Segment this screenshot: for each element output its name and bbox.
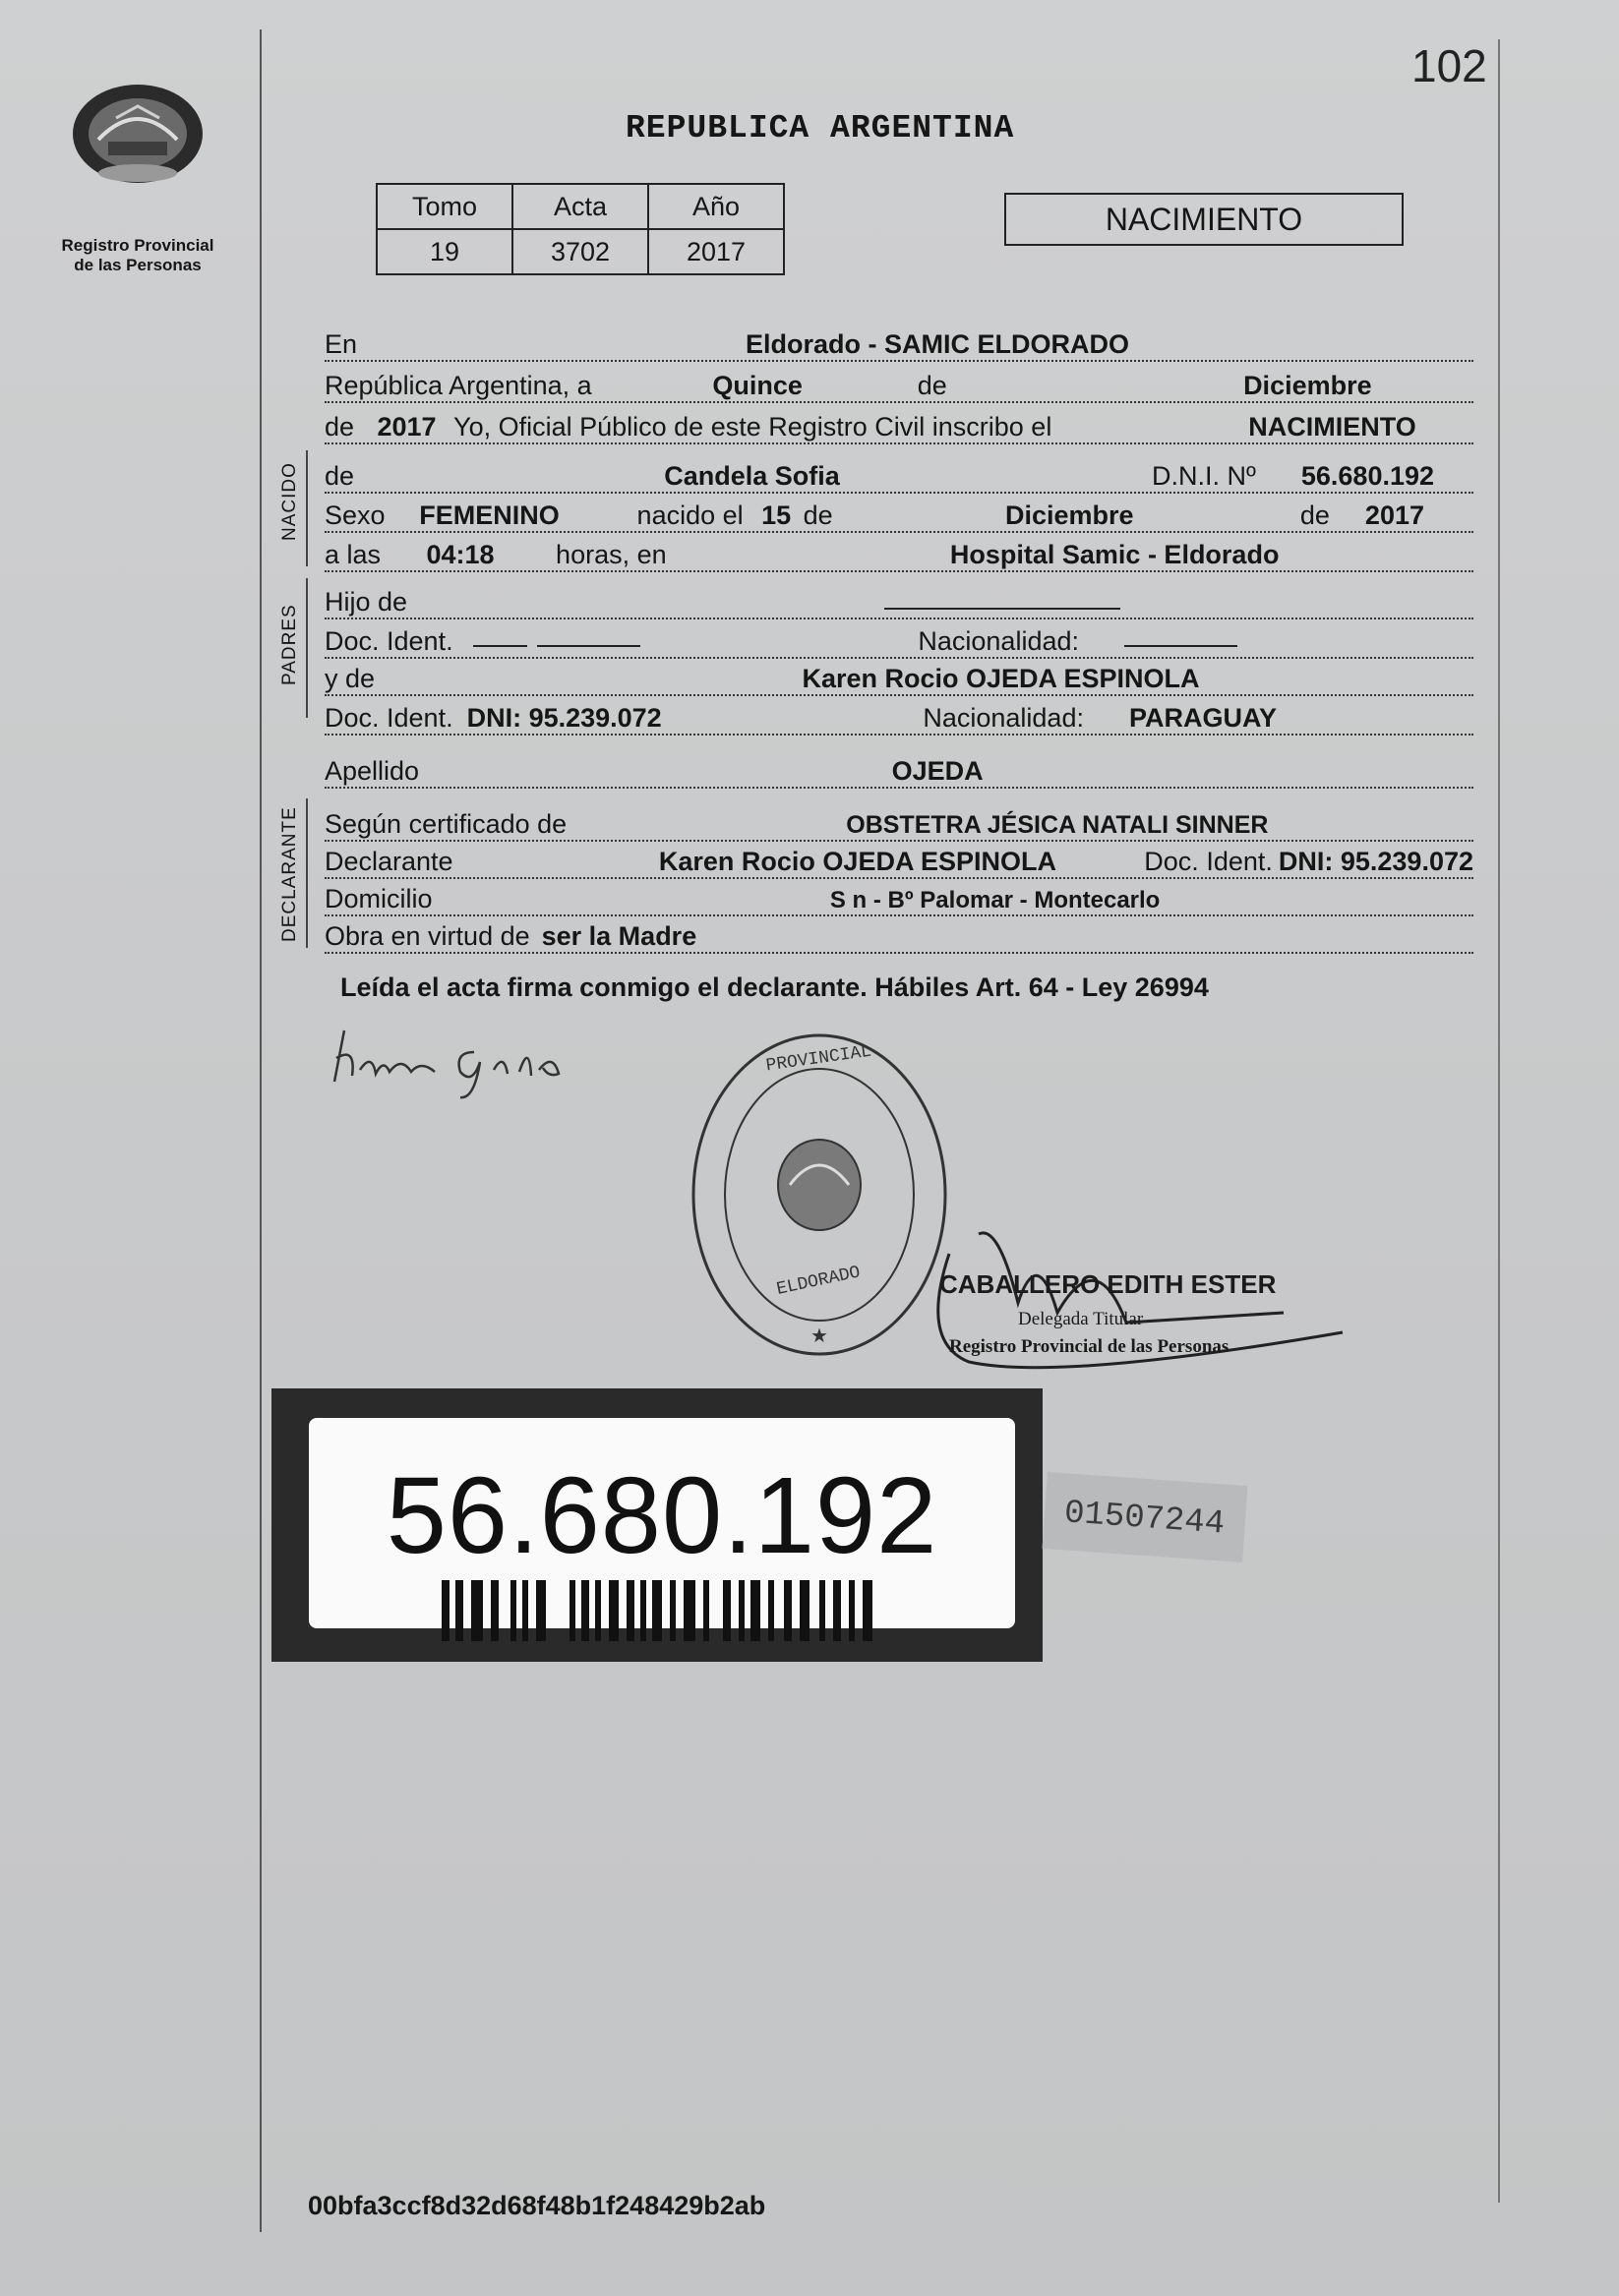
svg-text:Delegada Titular: Delegada Titular [1018,1309,1144,1329]
barcode-icon [442,1580,884,1641]
section-label-declarante: DECLARANTE [279,806,300,942]
value-madre: Karen Rocio OJEDA ESPINOLA [802,664,1200,693]
label-de-2: de [1299,500,1330,530]
barcode-panel [309,1418,1015,1628]
row-declarante [325,840,1473,879]
value-doc-madre: DNI: 95.239.072 [466,703,662,733]
value-lugar-nacimiento: Hospital Samic - Eldorado [949,540,1280,569]
value-nacionalidad-madre: PARAGUAY [1128,703,1277,733]
value-tomo: 19 [377,229,512,274]
province-emblem-icon [69,79,207,185]
left-margin-line [260,29,262,2232]
value-nombre: Candela Sofia [664,461,840,491]
value-apellido: OJEDA [891,756,984,786]
section-bar-declarante [306,798,308,948]
section-label-nacido: NACIDO [279,462,300,541]
label-de-1: de [803,500,833,530]
value-obra: ser la Madre [541,921,697,951]
stamp-code: 01507244 [1062,1495,1227,1544]
label-hijo-de: Hijo de [325,587,408,617]
label-apellido: Apellido [325,756,420,786]
stamp-code-label [1043,1472,1248,1562]
padre-blank-dash [884,608,1120,610]
label-republica: República Argentina, a [325,371,592,400]
label-de-anio: de [325,412,355,442]
record-kind-box: NACIMIENTO [1004,193,1404,246]
section-bar-padres [306,578,308,718]
row-hijo-de [325,580,1473,619]
svg-text:★: ★ [810,1325,828,1347]
row-fecha [325,364,1473,403]
registry-caption-line2: de las Personas [74,256,202,274]
registry-caption-line1: Registro Provincial [61,236,214,255]
value-mes-inscripcion: Diciembre [1243,371,1372,400]
value-dia-nacimiento: 15 [761,500,792,530]
label-en: En [325,329,358,359]
page-number: 102 [1411,40,1487,91]
label-horas-en: horas, en [556,540,667,569]
text-oficial: Yo, Oficial Público de este Registro Civil inscribo el [453,412,1052,442]
section-label-padres: PADRES [279,604,300,685]
svg-text:CABALLERO EDITH ESTER: CABALLERO EDITH ESTER [939,1269,1277,1299]
row-obra [325,914,1473,954]
label-domicilio: Domicilio [325,884,433,913]
value-lugar-registro: Eldorado - SAMIC ELDORADO [745,329,1129,359]
label-nacionalidad-padre: Nacionalidad: [918,626,1079,656]
value-sexo: FEMENINO [419,500,560,530]
header-anio: Año [648,184,784,229]
svg-text:PROVINCIAL: PROVINCIAL [764,1041,873,1077]
value-anio-nacimiento: 2017 [1364,500,1424,530]
doc-padre-dash-1 [473,645,527,647]
header-tomo: Tomo [377,184,512,229]
row-en [325,323,1473,362]
row-doc-padre [325,619,1473,659]
label-sexo: Sexo [325,500,386,530]
label-declarante: Declarante [325,847,453,876]
header-acta: Acta [512,184,648,229]
nacionalidad-padre-dash [1124,645,1237,647]
registry-caption [49,236,226,275]
row-anio [325,405,1473,444]
label-obra: Obra en virtud de [325,921,530,951]
barcode-sticker [271,1388,1043,1662]
row-sexo [325,494,1473,533]
row-madre [325,657,1473,696]
label-doc-declarante: Doc. Ident. [1144,847,1273,876]
value-mes-nacimiento: Diciembre [1005,500,1134,530]
label-nacionalidad-madre: Nacionalidad: [923,703,1084,733]
value-domicilio: S n - Bº Palomar - Montecarlo [829,887,1161,913]
document-hash: 00bfa3ccf8d32d68f48b1f248429b2ab [308,2191,766,2220]
label-de-nombre: de [325,461,355,491]
value-hora: 04:18 [426,540,495,569]
label-doc-padre: Doc. Ident. [325,626,453,656]
registrar-signature-stamp [910,1214,1362,1391]
value-doc-declarante: DNI: 95.239.072 [1278,847,1473,876]
label-nacido-el: nacido el [636,500,744,530]
svg-text:Registro Provincial de las Per: Registro Provincial de las Personas [949,1336,1229,1357]
value-acta: 3702 [512,229,648,274]
value-anio: 2017 [648,229,784,274]
label-a-las: a las [325,540,382,569]
doc-padre-dash-2 [537,645,640,647]
value-dia-inscripcion: Quince [712,371,803,400]
row-hora [325,533,1473,572]
label-certificado: Según certificado de [325,809,568,839]
value-dni: 56.680.192 [1300,461,1435,491]
document-title: REPUBLICA ARGENTINA [626,110,1015,147]
right-margin-line [1498,39,1500,2203]
declarant-signature [327,1013,622,1101]
value-anio-inscripcion: 2017 [377,412,437,442]
value-certificado: OBSTETRA JÉSICA NATALI SINNER [846,811,1269,839]
row-certificado [325,802,1473,842]
value-declarante: Karen Rocio OJEDA ESPINOLA [658,847,1056,876]
value-tipo-inscripcion: NACIMIENTO [1248,412,1416,442]
row-domicilio [325,877,1473,916]
section-bar-nacido [306,450,308,566]
row-doc-madre [325,696,1473,736]
label-de-mes: de [917,371,947,400]
barcode-number: 56.680.192 [386,1455,938,1576]
svg-text:ELDORADO: ELDORADO [774,1263,863,1300]
record-table [376,183,785,275]
row-nombre [325,454,1473,494]
label-y-de: y de [325,664,376,693]
label-dni: D.N.I. Nº [1152,461,1256,491]
legal-text: Leída el acta firma conmigo el declarante. Hábiles Art. 64 - Ley 26994 [340,972,1209,1002]
label-doc-madre: Doc. Ident. [325,703,453,733]
row-apellido [325,749,1473,789]
